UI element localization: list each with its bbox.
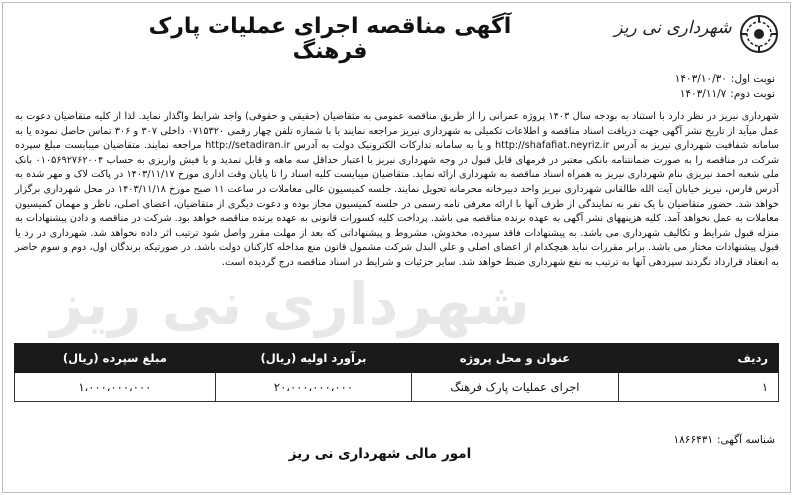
tender-table (14, 343, 779, 402)
ad-code-value: ۱۸۶۶۴۳۱ (673, 434, 714, 446)
col-header-num: ردیف (618, 344, 778, 373)
table-row (15, 373, 779, 402)
cell-deposit: ۱،۰۰۰،۰۰۰،۰۰۰ (15, 373, 216, 402)
issue-dates (675, 72, 775, 102)
ad-code-label: شناسه آگهی: (717, 434, 775, 446)
cell-name: اجرای عملیات پارک فرهنگ (412, 373, 618, 402)
watermark: شهرداری نی ریز (50, 270, 530, 338)
notice-body: شهرداری نیریز در نظر دارد با استناد به بودجه سال ۱۴۰۳ پروژه عمرانی را از طریق مناقصه عمومی به متقاضیان (حقیقی و حقوقی) واجد شرایط واگذار نماید. لذا از کلیه متقاضیان دعوت به عمل میآید از تاریخ نشر آگهی جهت دریافت اسناد مناقصه و اطلاعات تکمیلی به شهرداری نیریز مراجعه نمایند یا با شماره تلفن چهار رقمی ۰۷۱۵۳۲۰ داخلی ۳۰۷ و ۳۰۶ تماس حاصل نموده یا به سامانه شفافیت شهرداری نیریز به آدرس http://shafafiat.neyriz.ir و یا به سامانه تدارکات الکترونیک دولت به آدرس http://setadiran.ir مراجعه نمایند. متقاضیان میبایست مبلغ سپرده شرکت در مناقصه را به صورت ضمانتنامه بانکی معتبر در فرمهای قابل قبول در وجه شهرداری نیریز با اعتبار حداقل سه ماهه و قابل تمدید و یا فیش واریزی به حساب ۰۱۰۵۶۹۲۷۶۲۰۰۴ بانک ملی شعبه احمد نیریزی بنام شهرداری نیریز به همراه اسناد مناقصه به شهرداری ارائه نماید. متقاضیان میبایست کلیه اسناد را تا پایان وقت اداری مورخ ۱۴۰۳/۱۱/۱۷ در پاکت لاک و مهر شده به آدرس فارس، نیریز خیابان آیت الله طالقانی شهرداری نیریز واحد دبیرخانه محرمانه تحویل نمایند. جلسه کمیسیون عالی معاملات در ساعت ۱۱ صبح مورخ ۱۴۰۳/۱۱/۱۸ در محل شهرداری برگزار خواهد شد. حضور متقاضیان با یک نفر به نمایندگی از طرف آنها با ارائه معرفی نامه رسمی در جلسه کمیسیون مجاز بوده و دعوت دیگری از متقاضیان، اعضای اصلی، ناظر و مهمان کمیسیون معاملات به عمل نخواهد آمد. کلیه هزینههای نشر آگهی به عهده برنده مناقصه می باشد. پرداخت کلیه کسورات قانونی به عهده برنده مناقصه خواهد بود. شرکت در مناقصه و دادن پیشنهادات به منزله قبول شرایط و تکالیف شهرداری می باشد. به پیشنهادات فاقد سپرده، مخدوش، مشروط و پیشنهاداتی که بعد از مهلت مقرر واصل شود ترتیب اثر داده نخواهد شد. شهرداری در رد یا قبول پیشنهادات مختار می باشد. برابر مقررات نباید هیچکدام از اعضای اصلی و علی البدل شرکت مشمول قانون منع مداخله کارکنان دولت باشد. در صورتیکه برندگان اول، دوم و سوم حاضر به انعقاد قرارداد نگردند سپردهی آنها به ترتیب به نفع شهرداری ضبط خواهد شد. سایر جزئیات و شرایط در اسناد مناقصه درج گردیده است. (15, 111, 780, 268)
header (0, 0, 793, 66)
signature: امور مالی شهرداری نی ریز (288, 446, 472, 462)
logo-text: شهرداری نی ریز (614, 18, 732, 38)
cell-estimate: ۲۰،۰۰۰،۰۰۰،۰۰۰ (215, 373, 412, 402)
issue-first (675, 72, 775, 87)
municipality-logo (609, 10, 779, 58)
issue-date: ۱۴۰۳/۱۰/۳۰ (674, 73, 727, 85)
municipality-emblem-icon (739, 14, 779, 54)
cell-num: ۱ (618, 373, 778, 402)
issue-label: نوبت اول: (730, 73, 775, 85)
table-header-row (15, 344, 779, 373)
issue-date: ۱۴۰۳/۱۱/۷ (679, 88, 727, 100)
issue-second (675, 87, 775, 102)
ad-code (674, 434, 775, 446)
col-header-deposit: مبلغ سپرده (ریال) (15, 344, 216, 373)
issue-label: نوبت دوم: (730, 88, 775, 100)
col-header-estimate: برآورد اولیه (ریال) (215, 344, 412, 373)
page-title: آگهی مناقصه اجرای عملیات پارک فرهنگ (148, 14, 512, 64)
col-header-name: عنوان و محل پروژه (412, 344, 618, 373)
